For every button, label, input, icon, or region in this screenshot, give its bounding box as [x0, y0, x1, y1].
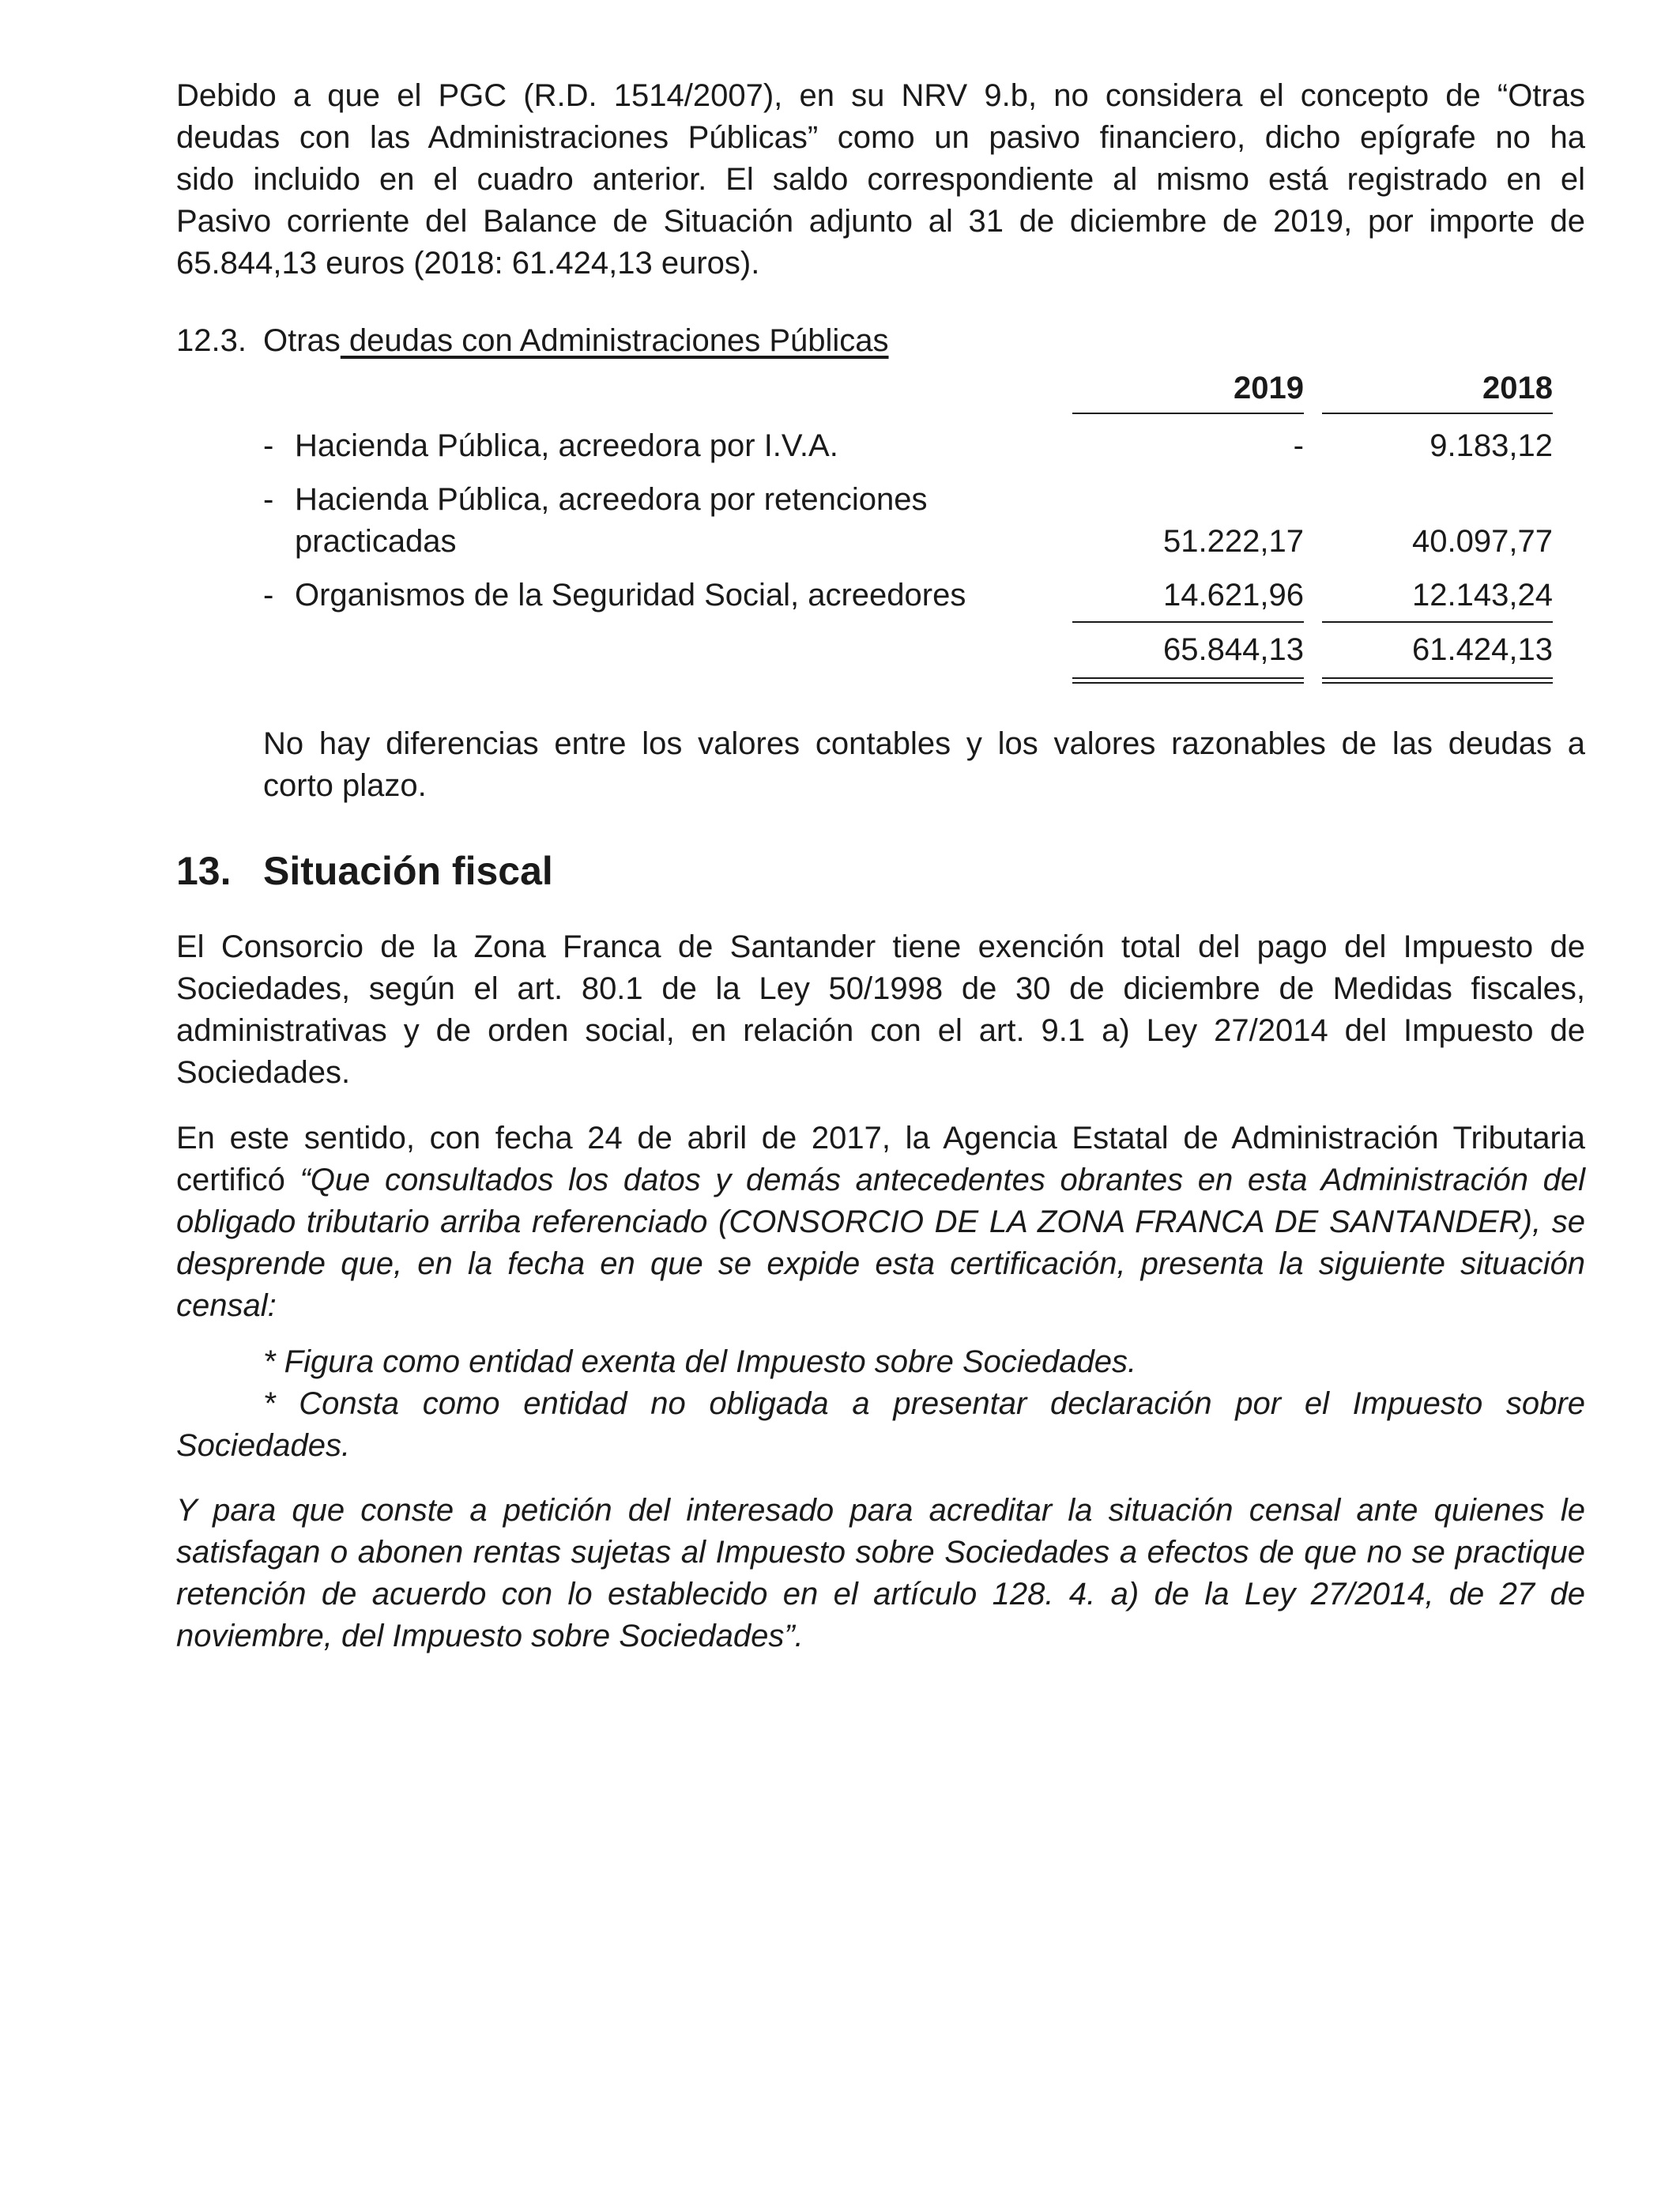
- text-line: Sociedades, según el art. 80.1 de la Ley 50/1998 de 30 de diciembre de Medidas fiscales,: [176, 971, 1585, 1006]
- column-header-2018: 2018: [1482, 371, 1553, 405]
- row-value-2019: 51.222,17: [1163, 524, 1304, 559]
- section-number: 13.: [176, 849, 232, 893]
- row-dash: -: [263, 482, 274, 517]
- text-line: sido incluido en el cuadro anterior. El saldo correspondiente al mismo está registrado en el: [176, 162, 1585, 197]
- header-rule-2018: [1322, 413, 1553, 414]
- row-value-2019: 14.621,96: [1163, 578, 1304, 613]
- text-line: deudas con las Administraciones Públicas” como un pasivo financiero, dicho epígrafe no ha: [176, 120, 1585, 155]
- text-line: Debido a que el PGC (R.D. 1514/2007), en su NRV 9.b, no considera el concepto de “Otras: [176, 78, 1585, 113]
- total-double-rule-2019-top: [1072, 677, 1304, 679]
- total-double-rule-2018-top: [1322, 677, 1553, 679]
- text-plain: certificó: [176, 1163, 300, 1197]
- total-double-rule-2018-bottom: [1322, 682, 1553, 684]
- certificate-item-1: * Figura como entidad exenta del Impuesto sobre Sociedades.: [263, 1344, 1137, 1379]
- section-title: Situación fiscal: [263, 849, 553, 893]
- section-number: 12.3.: [176, 323, 247, 358]
- header-rule-2019: [1072, 413, 1304, 414]
- row-dash: -: [263, 578, 274, 613]
- row-label: Hacienda Pública, acreedora por retenciones: [295, 482, 928, 517]
- fiscal-paragraph-2: [176, 1118, 1585, 1327]
- text-line: El Consorcio de la Zona Franca de Santander tiene exención total del pago del Impuesto de: [176, 929, 1585, 964]
- total-double-rule-2019-bottom: [1072, 682, 1304, 684]
- text-line: administrativas y de orden social, en relación con el art. 9.1 a) Ley 27/2014 del Impuesto de: [176, 1013, 1585, 1048]
- subtotal-rule-2019: [1072, 621, 1304, 623]
- certificate-item-2: [176, 1383, 1585, 1467]
- row-label-continued: practicadas: [295, 524, 457, 559]
- text-line: Sociedades.: [176, 1428, 351, 1463]
- text-line: En este sentido, con fecha 24 de abril de 2017, la Agencia Estatal de Administración Tributaria: [176, 1121, 1585, 1155]
- text-line: retención de acuerdo con lo establecido en el artículo 128. 4. a) de la Ley 27/2014, de 27 de: [176, 1577, 1585, 1612]
- row-value-2018: 9.183,12: [1430, 428, 1553, 463]
- text-line: noviembre, del Impuesto sobre Sociedades”.: [176, 1619, 804, 1653]
- row-label: Hacienda Pública, acreedora por I.V.A.: [295, 428, 838, 463]
- row-label: Organismos de la Seguridad Social, acreedores: [295, 578, 966, 613]
- text-line: 65.844,13 euros (2018: 61.424,13 euros).: [176, 246, 760, 281]
- text-line: Y para que conste a petición del interesado para acreditar la situación censal ante quienes le: [176, 1493, 1585, 1528]
- section-title-underlined: deudas con Administraciones Públicas: [340, 323, 889, 358]
- column-header-2019: 2019: [1234, 371, 1304, 405]
- intro-paragraph: [176, 75, 1585, 285]
- text-line: Pasivo corriente del Balance de Situación adjunto al 31 de diciembre de 2019, por importe de: [176, 204, 1585, 239]
- certificate-closing: [176, 1490, 1585, 1657]
- text-line: obligado tributario arriba referenciado (CONSORCIO DE LA ZONA FRANCA DE SANTANDER), se: [176, 1204, 1585, 1239]
- text-line: censal:: [176, 1288, 277, 1323]
- row-value-2019: -: [1293, 428, 1304, 463]
- text-line: No hay diferencias entre los valores contables y los valores razonables de las deudas a: [263, 726, 1585, 761]
- row-dash: -: [263, 428, 274, 463]
- total-2018: 61.424,13: [1412, 632, 1553, 667]
- text-line: [176, 1159, 1585, 1201]
- text-line: * Consta como entidad no obligada a presentar declaración por el Impuesto sobre: [263, 1386, 1585, 1421]
- text-quote: “Que consultados los datos y demás antecedentes obrantes en esta Administración del: [299, 1163, 1585, 1197]
- text-line: desprende que, en la fecha en que se expide esta certificación, presenta la siguiente situación: [176, 1246, 1585, 1281]
- row-value-2018: 40.097,77: [1412, 524, 1553, 559]
- row-value-2018: 12.143,24: [1412, 578, 1553, 613]
- section-title-plain: Otras: [263, 323, 341, 358]
- text-line: satisfagan o abonen rentas sujetas al Impuesto sobre Sociedades a efectos de que no se practique: [176, 1535, 1585, 1570]
- subtotal-rule-2018: [1322, 621, 1553, 623]
- fiscal-paragraph-1: [176, 926, 1585, 1094]
- total-2019: 65.844,13: [1163, 632, 1304, 667]
- text-line: corto plazo.: [263, 768, 427, 803]
- text-line: Sociedades.: [176, 1055, 351, 1090]
- table-note: [263, 723, 1585, 807]
- section-13-heading: [176, 846, 553, 896]
- section-12-3-heading: [176, 320, 889, 362]
